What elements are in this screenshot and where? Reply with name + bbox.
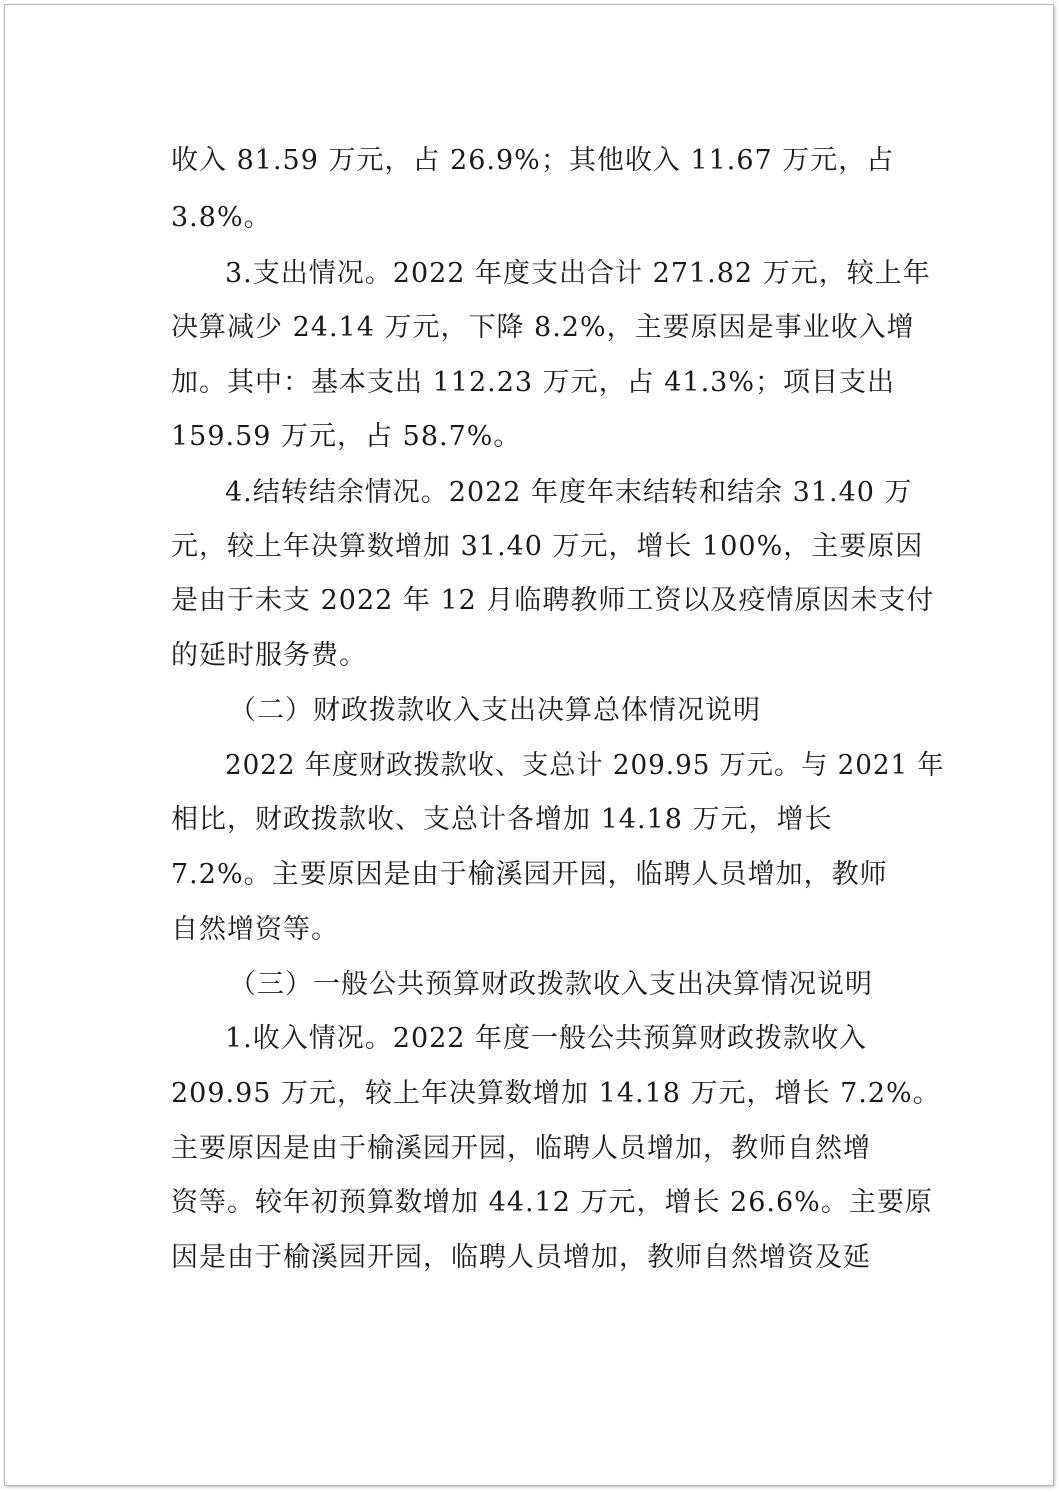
text-line: 3.支出情况。2022 年度支出合计 271.82 万元，较上年 — [225, 258, 931, 289]
text-line: 加。其中：基本支出 112.23 万元，占 41.3%；项目支出 — [171, 367, 895, 398]
text-line: 收入 81.59 万元，占 26.9%；其他收入 11.67 万元，占 — [171, 145, 895, 176]
text-line: 是由于未支 2022 年 12 月临聘教师工资以及疫情原因未支付 — [171, 585, 935, 616]
text-line: 主要原因是由于榆溪园开园，临聘人员增加，教师自然增 — [171, 1133, 871, 1164]
document-page — [4, 4, 1054, 1486]
text-line: 决算减少 24.14 万元，下降 8.2%，主要原因是事业收入增 — [171, 312, 915, 343]
section-heading: （三）一般公共预算财政拨款收入支出决算情况说明 — [229, 969, 873, 1000]
text-line: 1.收入情况。2022 年度一般公共预算财政拨款收入 — [225, 1023, 868, 1054]
text-line: 209.95 万元，较上年决算数增加 14.18 万元，增长 7.2%。 — [171, 1078, 941, 1109]
text-line: 2022 年度财政拨款收、支总计 209.95 万元。与 2021 年 — [225, 750, 945, 781]
text-line: 7.2%。主要原因是由于榆溪园开园，临聘人员增加，教师 — [171, 859, 888, 890]
text-line: 4.结转结余情况。2022 年度年末结转和结余 31.40 万 — [225, 477, 913, 508]
text-line: 相比，财政拨款收、支总计各增加 14.18 万元，增长 — [171, 804, 833, 835]
text-line: 3.8%。 — [171, 202, 272, 233]
text-line: 因是由于榆溪园开园，临聘人员增加，教师自然增资及延 — [171, 1242, 871, 1273]
text-line: 自然增资等。 — [171, 914, 339, 945]
text-line: 元，较上年决算数增加 31.40 万元，增长 100%，主要原因 — [171, 531, 924, 562]
text-line: 资等。较年初预算数增加 44.12 万元，增长 26.6%。主要原 — [171, 1187, 933, 1218]
section-heading: （二）财政拨款收入支出决算总体情况说明 — [229, 695, 761, 726]
text-line: 的延时服务费。 — [171, 640, 367, 671]
text-line: 159.59 万元，占 58.7%。 — [171, 421, 522, 452]
